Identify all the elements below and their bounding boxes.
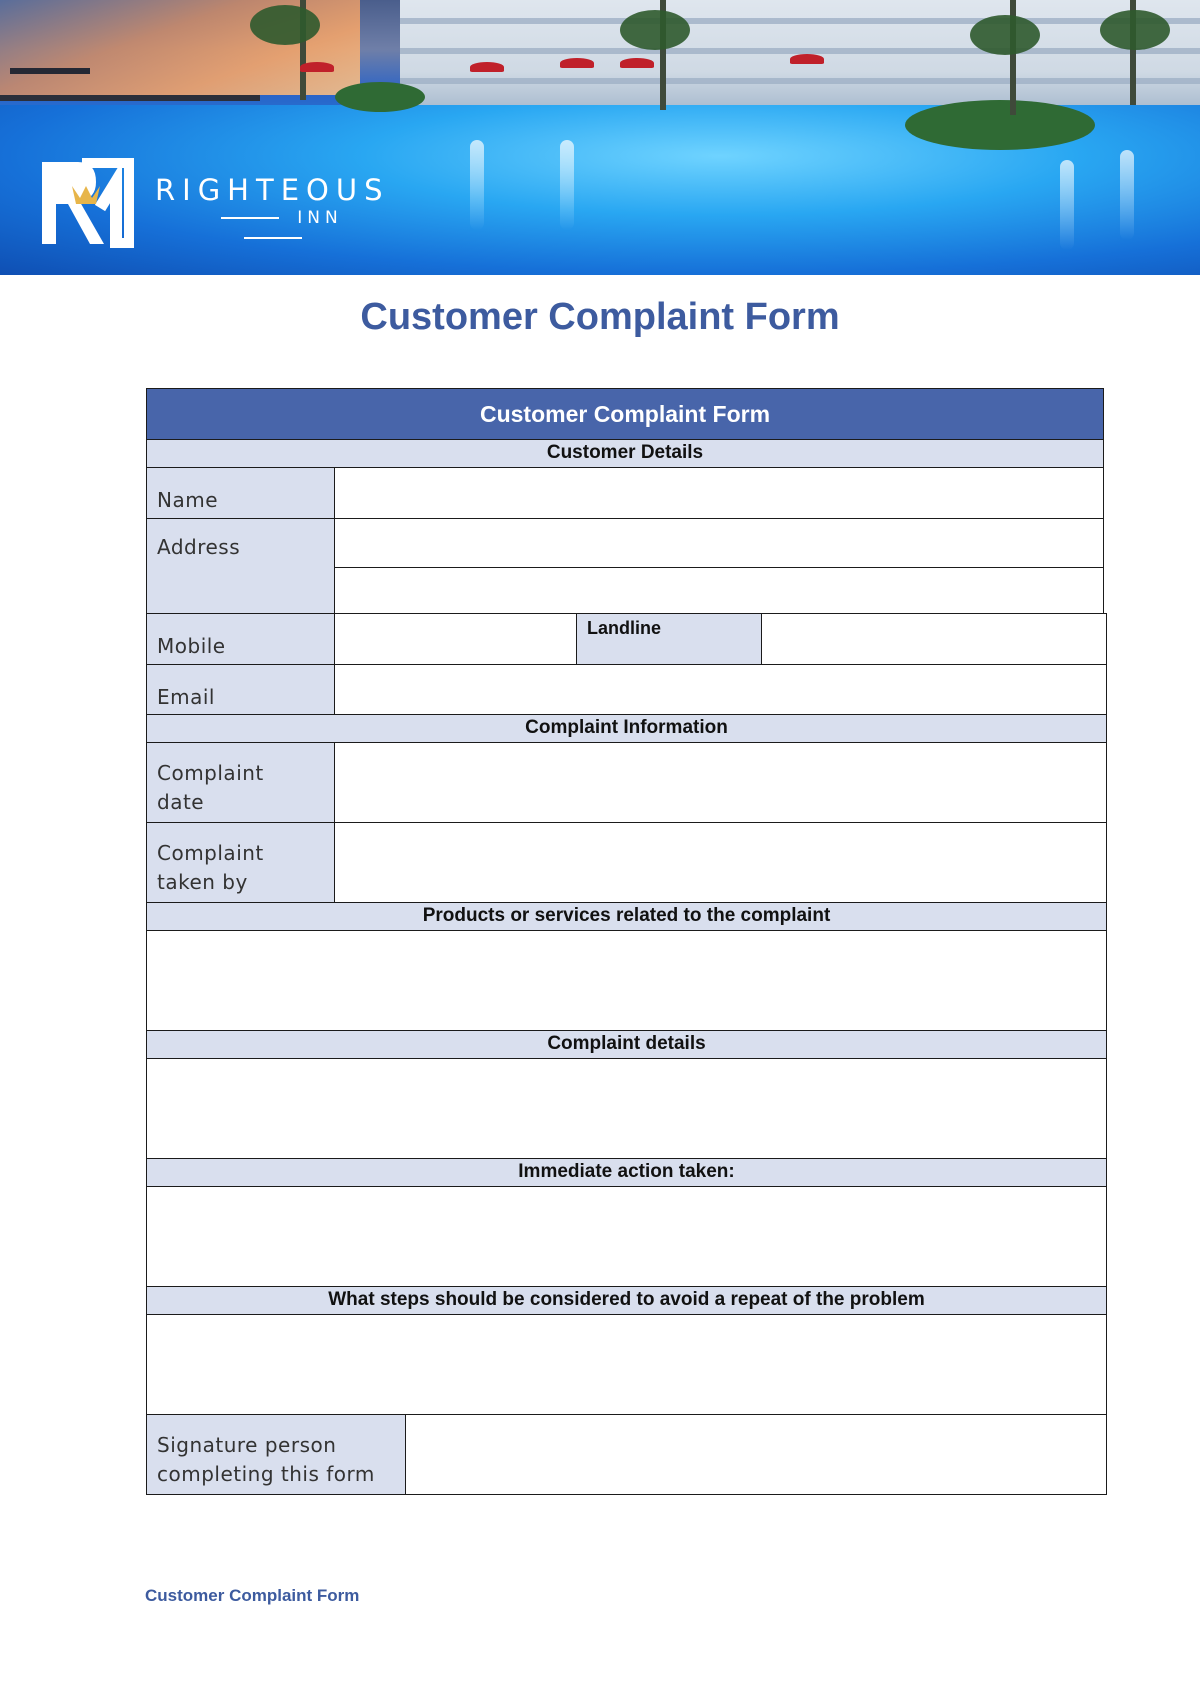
mobile-label: Mobile [146, 613, 335, 665]
brand-subtitle [168, 208, 378, 248]
section-customer-details: Customer Details [146, 439, 1104, 468]
complaint-date-label-line1: Complaint [157, 761, 264, 785]
landline-label: Landline [576, 613, 762, 665]
form-header: Customer Complaint Form [146, 388, 1104, 440]
landline-field[interactable] [761, 613, 1107, 665]
immediate-action-field[interactable] [146, 1186, 1107, 1287]
signature-label-line1: Signature person [157, 1433, 337, 1457]
complaint-date-field[interactable] [334, 742, 1107, 823]
footer-title: Customer Complaint Form [145, 1586, 360, 1605]
section-prevention-steps: What steps should be considered to avoid a repeat of the problem [146, 1286, 1107, 1315]
name-label: Name [146, 467, 335, 519]
gazebo [10, 68, 90, 104]
page-title: Customer Complaint Form [360, 296, 840, 338]
complaint-taken-by-label-line2: taken by [157, 870, 248, 894]
complaint-date-label [146, 742, 335, 823]
palm-island [905, 100, 1095, 150]
address-line1-field[interactable] [334, 518, 1104, 568]
complaint-date-label-line2: date [157, 790, 205, 814]
address-label: Address [146, 518, 335, 614]
section-immediate-action: Immediate action taken: [146, 1158, 1107, 1187]
section-products-services: Products or services related to the complaint [146, 902, 1107, 931]
section-complaint-information: Complaint Information [146, 714, 1107, 743]
rm-monogram-crown-logo [38, 158, 134, 248]
complaint-taken-by-label [146, 822, 335, 903]
brand-name: RIGHTEOUS [155, 173, 390, 207]
signature-field[interactable] [405, 1414, 1107, 1495]
complaint-details-field[interactable] [146, 1058, 1107, 1159]
palm-island [335, 82, 425, 112]
email-field[interactable] [334, 664, 1107, 715]
complaint-taken-by-field[interactable] [334, 822, 1107, 903]
complaint-taken-by-label-line1: Complaint [157, 841, 264, 865]
products-services-field[interactable] [146, 930, 1107, 1031]
email-label: Email [146, 664, 335, 715]
prevention-steps-field[interactable] [146, 1314, 1107, 1415]
section-complaint-details: Complaint details [146, 1030, 1107, 1059]
hotel-banner [0, 0, 1200, 275]
signature-label-line2: completing this form [157, 1462, 375, 1486]
address-line2-field[interactable] [334, 567, 1104, 614]
name-field[interactable] [334, 467, 1104, 519]
mobile-field[interactable] [334, 613, 577, 665]
brand-sub-text: INN [297, 208, 343, 228]
signature-label [146, 1414, 406, 1495]
